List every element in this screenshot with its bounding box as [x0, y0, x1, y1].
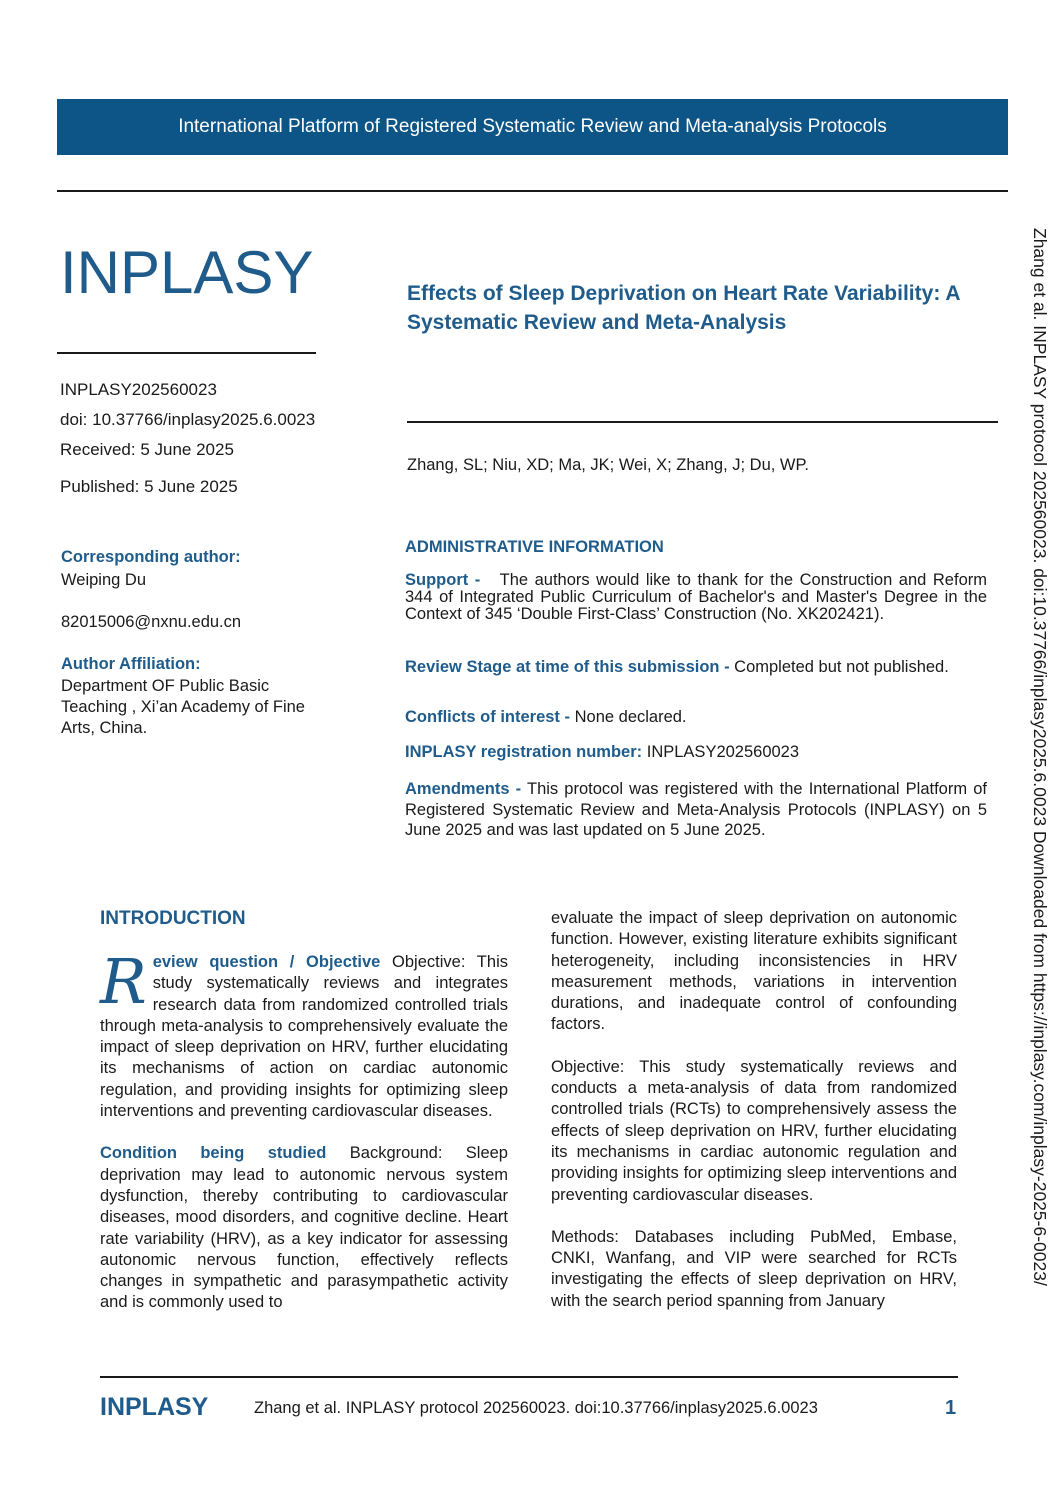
condition-label: Condition being studied: [100, 1144, 327, 1163]
received-date: Received: 5 June 2025: [60, 440, 234, 459]
amendments-text: This protocol was registered with the International Platform of Registered Systematic Review and Meta-Analysis Protocols (INPLASY) on 5 June 2025 and was last updated on 5 June 2025.: [405, 780, 987, 839]
drop-cap: R: [100, 945, 147, 1018]
conflicts-text: None declared.: [574, 708, 687, 726]
header-banner-text: International Platform of Registered Systematic Review and Meta-analysis Protocols: [178, 116, 887, 137]
doi[interactable]: doi: 10.37766/inplasy2025.6.0023: [60, 410, 316, 429]
registration-number: INPLASY202560023: [646, 743, 800, 761]
admin-support: [405, 572, 987, 623]
intro-paragraph: Objective: This study systematically reviews and conducts a meta-analysis of data from randomized controlled trials (RCTs) to comprehensively assess the effects of sleep deprivation on HRV, further elucidating its mechanisms in cardiac autonomic regulation and providing insights for optimizing sleep interventions and preventing cardiovascular diseases.: [551, 1057, 957, 1204]
paper-title: Effects of Sleep Deprivation on Heart Rate Variability: A Systematic Review and Meta-Analysis: [407, 282, 960, 334]
footer-brand: INPLASY: [100, 1393, 209, 1421]
support-text: The authors would like to thank for the Construction and Reform 344 of Integrated Public Curriculum of Bachelor's and Master's Degree in the Context of 345 ‘Double First-Class’ Construction (No. XK202421).: [405, 571, 987, 623]
intro-paragraph: Methods: Databases including PubMed, Embase, CNKI, Wanfang, and VIP were searched for RCTs investigating the effects of sleep deprivation on HRV, with the search period spanning from January: [551, 1227, 957, 1310]
review-question-label: eview question / Objective: [152, 953, 381, 971]
admin-review-stage: [405, 659, 987, 676]
condition-text: Background: Sleep deprivation may lead to autonomic nervous system dysfunction, thereby contributing to cardiovascular diseases, mood disorders, and cognitive decline. Heart rate variability (HRV), as a key indicator for assessing autonomic nervous function, effectively reflects changes in sympathetic and parasympathetic activity and is commonly used to: [100, 1144, 508, 1312]
corresponding-author-label: Corresponding author:: [61, 548, 241, 566]
protocol-id: INPLASY202560023: [60, 380, 217, 399]
brand-rule: [57, 352, 316, 354]
admin-amendments: [405, 779, 987, 841]
footer-rule: [100, 1376, 958, 1378]
author-affiliation: Department OF Public Basic Teaching , Xi’an Academy of Fine Arts, China.: [61, 677, 305, 737]
published-date: Published: 5 June 2025: [60, 477, 238, 496]
admin-registration: [405, 744, 987, 761]
admin-conflicts: [405, 709, 987, 726]
page-number: 1: [945, 1397, 957, 1419]
side-citation: Zhang et al. INPLASY protocol 202560023. doi:10.37766/inplasy2025.6.0023 Downloaded from https://inplasy.com/inplasy-2025-6-0023/: [1030, 228, 1050, 1286]
introduction-heading: INTRODUCTION: [100, 908, 246, 929]
intro-paragraph: evaluate the impact of sleep deprivation on autonomic function. However, existing literature exhibits significant heterogeneity, including inconsistencies in HRV measurement methods, variations in intervention durations, and inadequate control of confounding factors.: [551, 909, 957, 1034]
admin-info-heading: ADMINISTRATIVE INFORMATION: [405, 538, 664, 556]
brand-logo: INPLASY: [60, 239, 314, 306]
review-stage-text: Completed but not published.: [734, 658, 949, 676]
corresponding-author-name: Weiping Du: [61, 571, 146, 589]
registration-label: INPLASY registration number:: [405, 743, 643, 761]
review-question-text: Objective: This study systematically reviews and integrates research data from randomized controlled trials through meta-analysis to comprehensively evaluate the impact of sleep deprivation on HRV, further elucidating its mechanisms of action on cardiac autonomic regulation, and providing insights for optimizing sleep interventions and preventing cardiovascular diseases.: [100, 953, 508, 1121]
amendments-label: Amendments -: [405, 780, 522, 798]
footer-citation: Zhang et al. INPLASY protocol 202560023. doi:10.37766/inplasy2025.6.0023: [254, 1399, 818, 1417]
header-banner: [57, 99, 1008, 155]
title-rule: [407, 421, 998, 423]
review-stage-label: Review Stage at time of this submission -: [405, 658, 730, 676]
author-affiliation-label: Author Affiliation:: [61, 655, 201, 673]
support-label: Support -: [405, 571, 481, 589]
conflicts-label: Conflicts of interest -: [405, 708, 571, 726]
intro-right-column: [551, 908, 957, 1312]
author-list: Zhang, SL; Niu, XD; Ma, JK; Wei, X; Zhang, J; Du, WP.: [407, 456, 809, 474]
author-email[interactable]: 82015006@nxnu.edu.cn: [61, 613, 242, 631]
header-rule: [57, 190, 1008, 192]
intro-left-column: [100, 945, 508, 1314]
